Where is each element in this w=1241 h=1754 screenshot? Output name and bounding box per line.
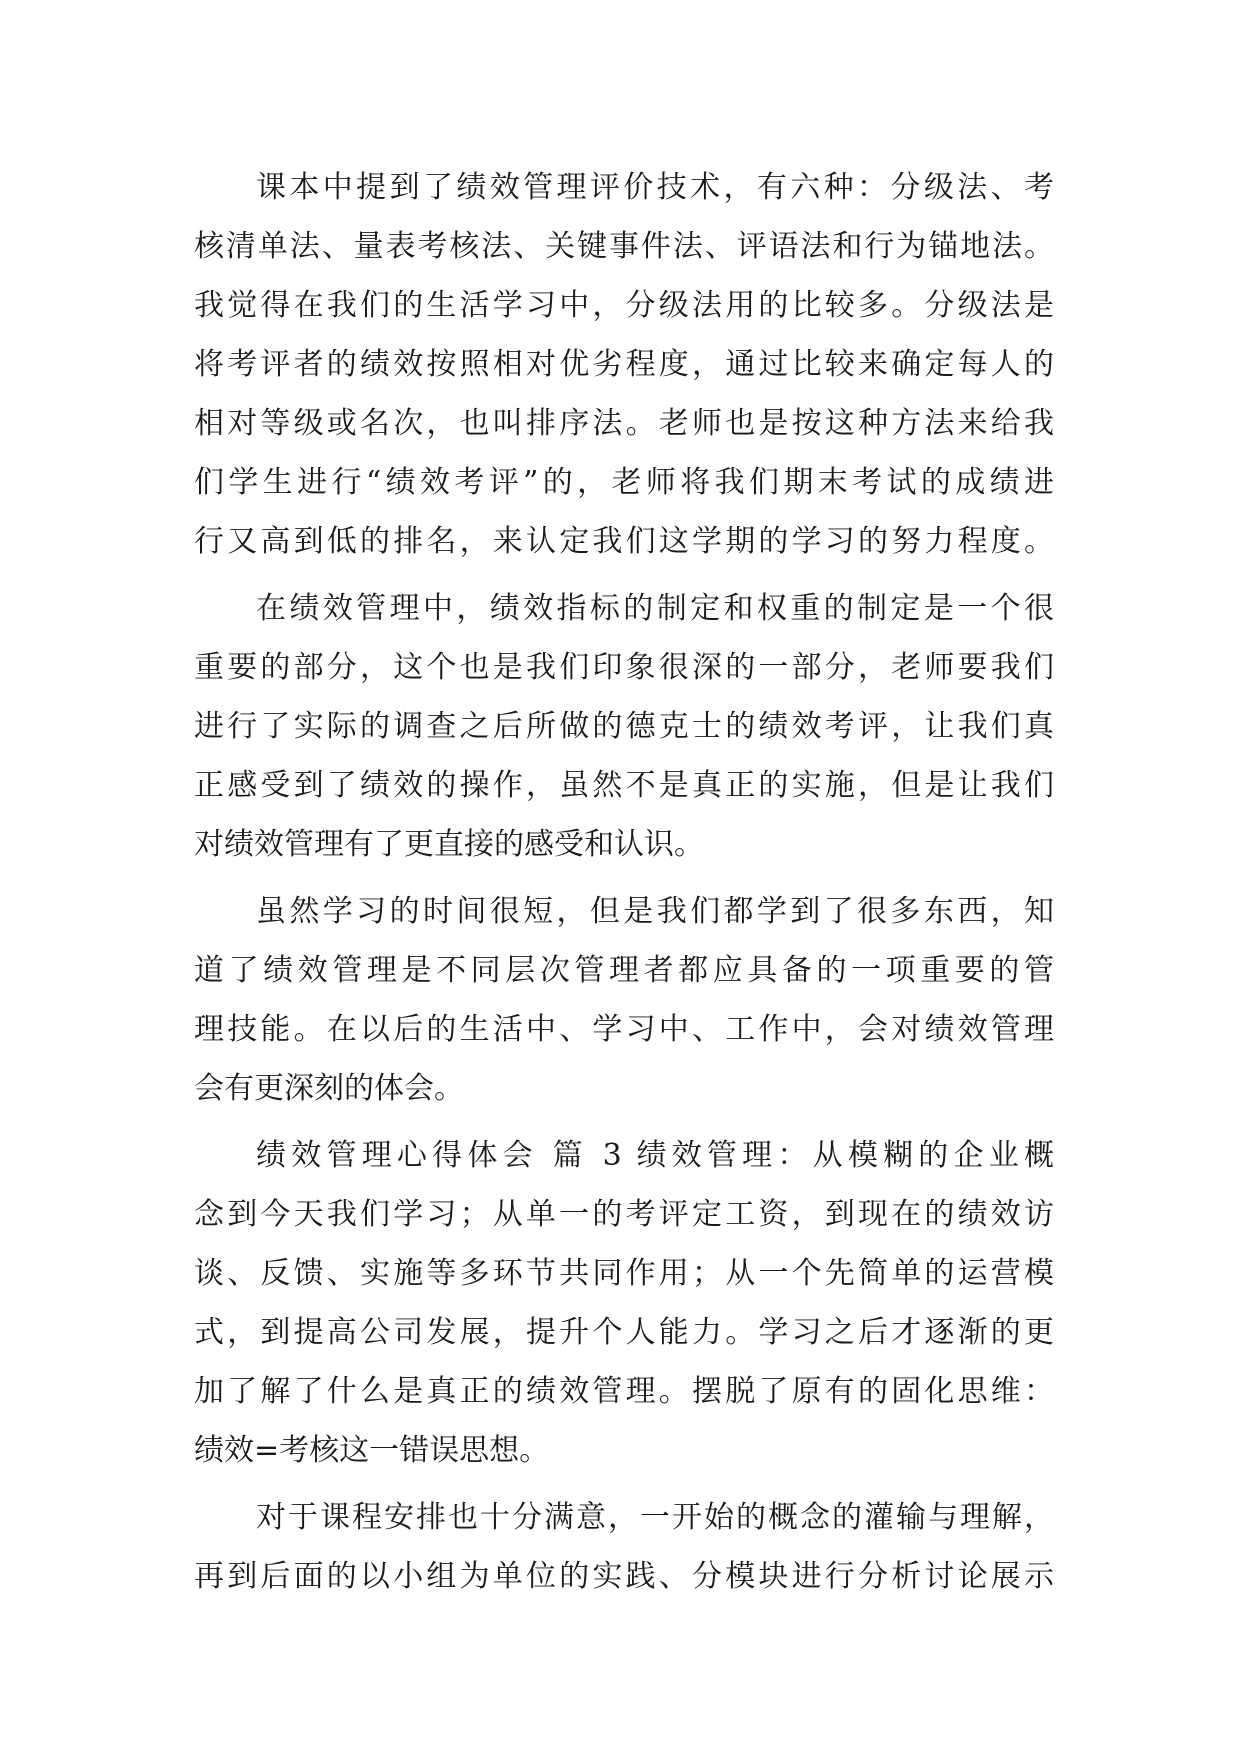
text-line: 绩效管理心得体会 篇 3 绩效管理：从模糊的企业概 — [256, 1138, 1054, 1173]
paragraph-1 — [194, 158, 1054, 571]
paragraph-2 — [194, 579, 1054, 874]
paragraph-3 — [194, 882, 1054, 1118]
text-line: 式，到提高公司发展，提升个人能力。学习之后才逐渐的更 — [194, 1315, 1054, 1350]
paragraph-4 — [194, 1126, 1054, 1480]
text-line: 对绩效管理有了更直接的感受和认识。 — [194, 827, 704, 862]
text-line: 们学生进行“绩效考评”的，老师将我们期末考试的成绩进 — [194, 465, 1054, 500]
text-line: 绩效=考核这一错误思想。 — [194, 1433, 550, 1468]
text-line: 念到今天我们学习；从单一的考评定工资，到现在的绩效访 — [194, 1197, 1054, 1232]
text-line: 道了绩效管理是不同层次管理者都应具备的一项重要的管 — [194, 953, 1054, 988]
text-line: 正感受到了绩效的操作，虽然不是真正的实施，但是让我们 — [194, 768, 1054, 803]
text-line: 行又高到低的排名，来认定我们这学期的学习的努力程度。 — [194, 524, 1054, 559]
paragraph-5 — [194, 1488, 1054, 1606]
text-line: 进行了实际的调查之后所做的德克士的绩效考评，让我们真 — [194, 709, 1054, 744]
text-line: 课本中提到了绩效管理评价技术，有六种：分级法、考 — [256, 170, 1054, 205]
text-line: 相对等级或名次，也叫排序法。老师也是按这种方法来给我 — [194, 406, 1054, 441]
document-body — [194, 158, 1054, 1606]
text-line: 我觉得在我们的生活学习中，分级法用的比较多。分级法是 — [194, 288, 1054, 323]
text-line: 加了解了什么是真正的绩效管理。摆脱了原有的固化思维： — [194, 1374, 1054, 1409]
text-line: 会有更深刻的体会。 — [194, 1071, 464, 1106]
text-line: 谈、反馈、实施等多环节共同作用；从一个先简单的运营模 — [194, 1256, 1054, 1291]
text-line: 重要的部分，这个也是我们印象很深的一部分，老师要我们 — [194, 650, 1054, 685]
text-line: 理技能。在以后的生活中、学习中、工作中，会对绩效管理 — [194, 1012, 1054, 1047]
text-line: 虽然学习的时间很短，但是我们都学到了很多东西，知 — [256, 894, 1054, 929]
text-line: 再到后面的以小组为单位的实践、分模块进行分析讨论展示 — [194, 1559, 1054, 1594]
text-line: 在绩效管理中，绩效指标的制定和权重的制定是一个很 — [256, 591, 1054, 626]
text-line: 将考评者的绩效按照相对优劣程度，通过比较来确定每人的 — [194, 347, 1054, 382]
text-line: 对于课程安排也十分满意，一开始的概念的灌输与理解， — [256, 1500, 1054, 1535]
text-line: 核清单法、量表考核法、关键事件法、评语法和行为锚地法。 — [194, 229, 1054, 264]
